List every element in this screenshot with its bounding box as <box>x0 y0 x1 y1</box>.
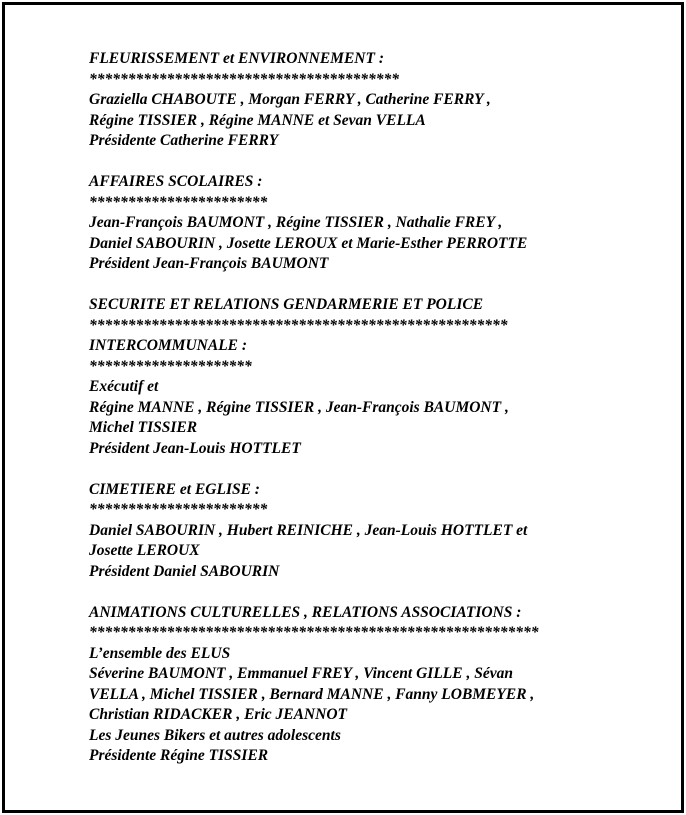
text-line: Josette LEROUX <box>89 542 200 559</box>
section-heading: AFFAIRES SCOLAIRES : <box>89 173 263 190</box>
text-line: Daniel SABOURIN , Josette LEROUX et Marie-Esther PERROTTE <box>89 234 528 252</box>
section-heading: ANIMATIONS CULTURELLES , RELATIONS ASSOCIATIONS : <box>89 603 522 621</box>
star-separator: *********************** <box>89 501 268 518</box>
section-subheading: INTERCOMMUNALE : <box>89 337 248 354</box>
text-line: Daniel SABOURIN , Hubert REINICHE , Jean-Louis HOTTLET et <box>89 521 528 539</box>
section-heading: CIMETIERE et EGLISE : <box>89 480 260 498</box>
text-line: Régine MANNE , Régine TISSIER , Jean-François BAUMONT , <box>89 398 509 416</box>
text-line: Présidente Catherine FERRY <box>89 132 279 149</box>
section-animations <box>89 603 669 767</box>
star-separator: ****************************************************** <box>89 316 508 334</box>
section-fleurissement <box>89 49 669 152</box>
section-heading: SECURITE ET RELATIONS GENDARMERIE ET POLICE <box>89 296 484 313</box>
text-line: Graziella CHABOUTE , Morgan FERRY , Catherine FERRY , <box>89 91 491 108</box>
text-line: Séverine BAUMONT , Emmanuel FREY , Vincent GILLE , Sévan <box>89 665 513 682</box>
text-line: VELLA , Michel TISSIER , Bernard MANNE , Fanny LOBMEYER , <box>89 685 535 703</box>
text-line: Les Jeunes Bikers et autres adolescents <box>89 726 341 744</box>
text-line: Christian RIDACKER , Eric JEANNOT <box>89 706 347 723</box>
text-line: Régine TISSIER , Régine MANNE et Sevan VELLA <box>89 111 426 129</box>
star-separator: ********************* <box>89 357 252 375</box>
document-page <box>2 2 684 813</box>
star-separator: ********************************************************** <box>89 624 539 641</box>
section-heading: FLEURISSEMENT et ENVIRONNEMENT : <box>89 50 384 67</box>
document-content <box>89 49 669 787</box>
section-securite <box>89 295 669 459</box>
star-separator: *********************** <box>89 193 268 211</box>
text-line: Président Daniel SABOURIN <box>89 562 280 580</box>
text-line: Président Jean-Louis HOTTLET <box>89 439 301 457</box>
text-line: Exécutif et <box>89 378 159 395</box>
star-separator: **************************************** <box>89 70 399 88</box>
text-line: Président Jean-François BAUMONT <box>89 255 329 272</box>
text-line: Michel TISSIER <box>89 419 198 436</box>
section-cimetiere <box>89 480 669 583</box>
text-line: L’ensemble des ELUS <box>89 644 231 662</box>
text-line: Jean-François BAUMONT , Régine TISSIER , Nathalie FREY , <box>89 214 503 231</box>
section-affaires-scolaires <box>89 172 669 275</box>
text-line: Présidente Régine TISSIER <box>89 747 269 764</box>
